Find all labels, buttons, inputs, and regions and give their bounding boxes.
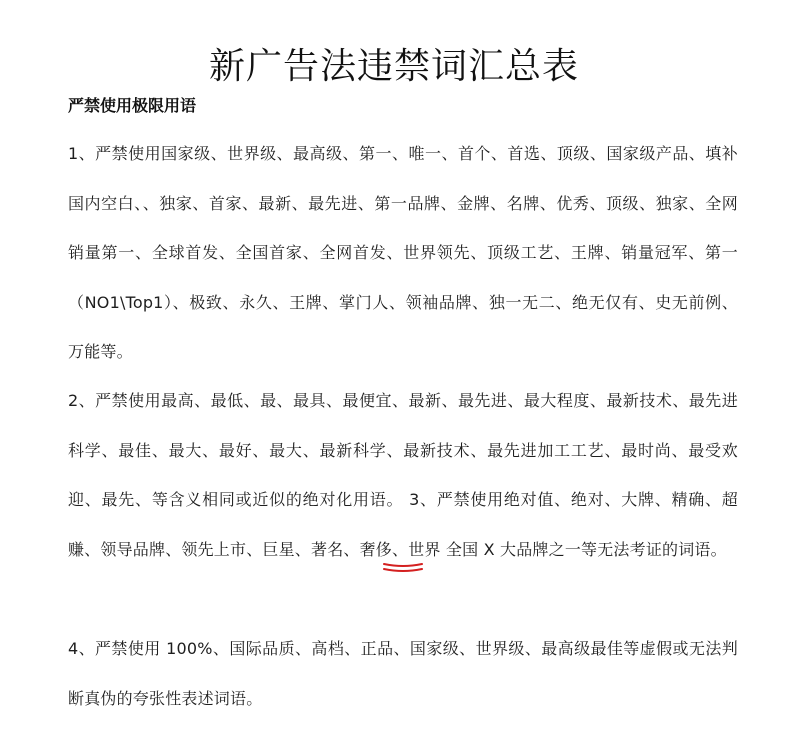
section-heading: 严禁使用极限用语 <box>68 96 197 115</box>
paragraph-2: 2、严禁使用最高、最低、最、最具、最便宜、最新、最先进、最大程度、最新技术、最先进科学、最佳、最大、最好、最大、最新科学、最新技术、最先进加工工艺、最时尚、最受欢迎、最先、等含义相同或近似的绝对化用语。 3、严禁使用绝对值、绝对、大牌、精确、超赚、领导品牌、领先上市、巨星、著名、奢侈、世界 全国 X 大品牌之一等无法考证的词语。 <box>68 391 738 559</box>
paragraph-1: 1、严禁使用国家级、世界级、最高级、第一、唯一、首个、首选、顶级、国家级产品、填补国内空白、、独家、首家、最新、最先进、第一品牌、金牌、名牌、优秀、顶级、独家、全网销量第一、全球首发、全国首家、全网首发、世界领先、顶级工艺、王牌、销量冠军、第一（NO1\Top1）、极致、永久、王牌、掌门人、领袖品牌、独一无二、绝无仅有、史无前例、万能等。 <box>68 144 738 361</box>
underline-stroke-bottom <box>384 569 422 571</box>
spellcheck-underline-mark <box>383 561 423 573</box>
paragraph-4: 4、严禁使用 100%、国际品质、高档、正品、国家级、世界级、最高级最佳等虚假或无法判断真伪的夸张性表述词语。 <box>68 639 738 708</box>
underline-stroke-top <box>384 564 422 566</box>
document-title: 新广告法违禁词汇总表 <box>208 46 579 88</box>
